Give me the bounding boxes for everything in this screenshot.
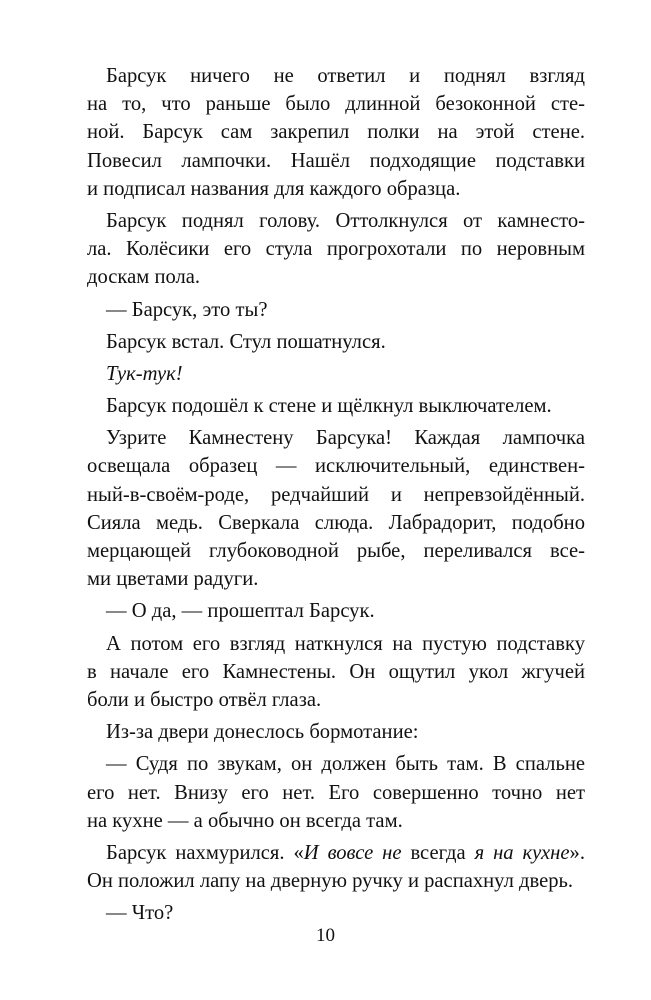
text-line: Барсук встал. Стул пошатнулся. bbox=[106, 330, 386, 353]
text-line: — Барсук, это ты? bbox=[106, 298, 268, 321]
text-line: и подписал названия для каждого образца. bbox=[87, 177, 461, 200]
text-line: ла. Колёсики его стула прогрохотали по неровным bbox=[87, 238, 585, 261]
text-run: всегда bbox=[401, 841, 475, 864]
text-line-mixed bbox=[87, 839, 585, 867]
text-line: освещала образец — исключительный, единствен- bbox=[87, 455, 585, 478]
text-line: Он положил лапу на дверную ручку и распахнул дверь. bbox=[87, 870, 574, 893]
text-line: Узрите Камнестену Барсука! Каждая лампочка bbox=[106, 427, 585, 450]
text-line: на кухне — а обычно он всегда там. bbox=[87, 809, 403, 832]
text-line: боли и быстро отвёл глаза. bbox=[87, 688, 322, 711]
text-line: Из-за двери донеслось бормотание: bbox=[106, 721, 419, 744]
italic-text-run: И вовсе не bbox=[303, 841, 402, 864]
text-run: Барсук нахмурился. « bbox=[106, 841, 304, 864]
text-line: Тук-тук! bbox=[106, 362, 183, 385]
text-line: — Судя по звукам, он должен быть там. В спальне bbox=[106, 753, 585, 776]
text-line: ми цветами радуги. bbox=[87, 568, 259, 591]
text-line: — Что? bbox=[106, 902, 174, 925]
text-line: Повесил лампочки. Нашёл подходящие подставки bbox=[87, 149, 585, 172]
text-line: Барсук поднял голову. Оттолкнулся от камнесто- bbox=[106, 209, 585, 232]
italic-text-run: я на кухне bbox=[474, 841, 570, 864]
text-line: Сияла медь. Сверкала слюда. Лабрадорит, подобно bbox=[87, 511, 585, 534]
page-body-text bbox=[87, 62, 585, 927]
text-line: в начале его Камнестены. Он ощутил укол жгучей bbox=[87, 660, 585, 683]
page-number: 10 bbox=[316, 925, 335, 946]
text-run: ». bbox=[569, 841, 585, 864]
text-line: — О да, — прошептал Барсук. bbox=[106, 600, 375, 623]
text-line: ный-в-своём-роде, редчайший и непревзойдённый. bbox=[87, 483, 585, 506]
text-line: его нет. Внизу его нет. Его совершенно точно нет bbox=[87, 781, 585, 804]
text-line: ной. Барсук сам закрепил полки на этой стене. bbox=[87, 121, 585, 144]
text-line: доскам пола. bbox=[87, 266, 201, 289]
text-line: Барсук подошёл к стене и щёлкнул выключателем. bbox=[106, 395, 552, 418]
text-line: Барсук ничего не ответил и поднял взгляд bbox=[106, 65, 585, 87]
text-line: мерцающей глубоководной рыбе, переливался все- bbox=[87, 540, 585, 562]
text-line: на то, что раньше было длинной безоконной сте- bbox=[87, 93, 585, 116]
text-line: А потом его взгляд наткнулся на пустую подставку bbox=[106, 632, 585, 655]
